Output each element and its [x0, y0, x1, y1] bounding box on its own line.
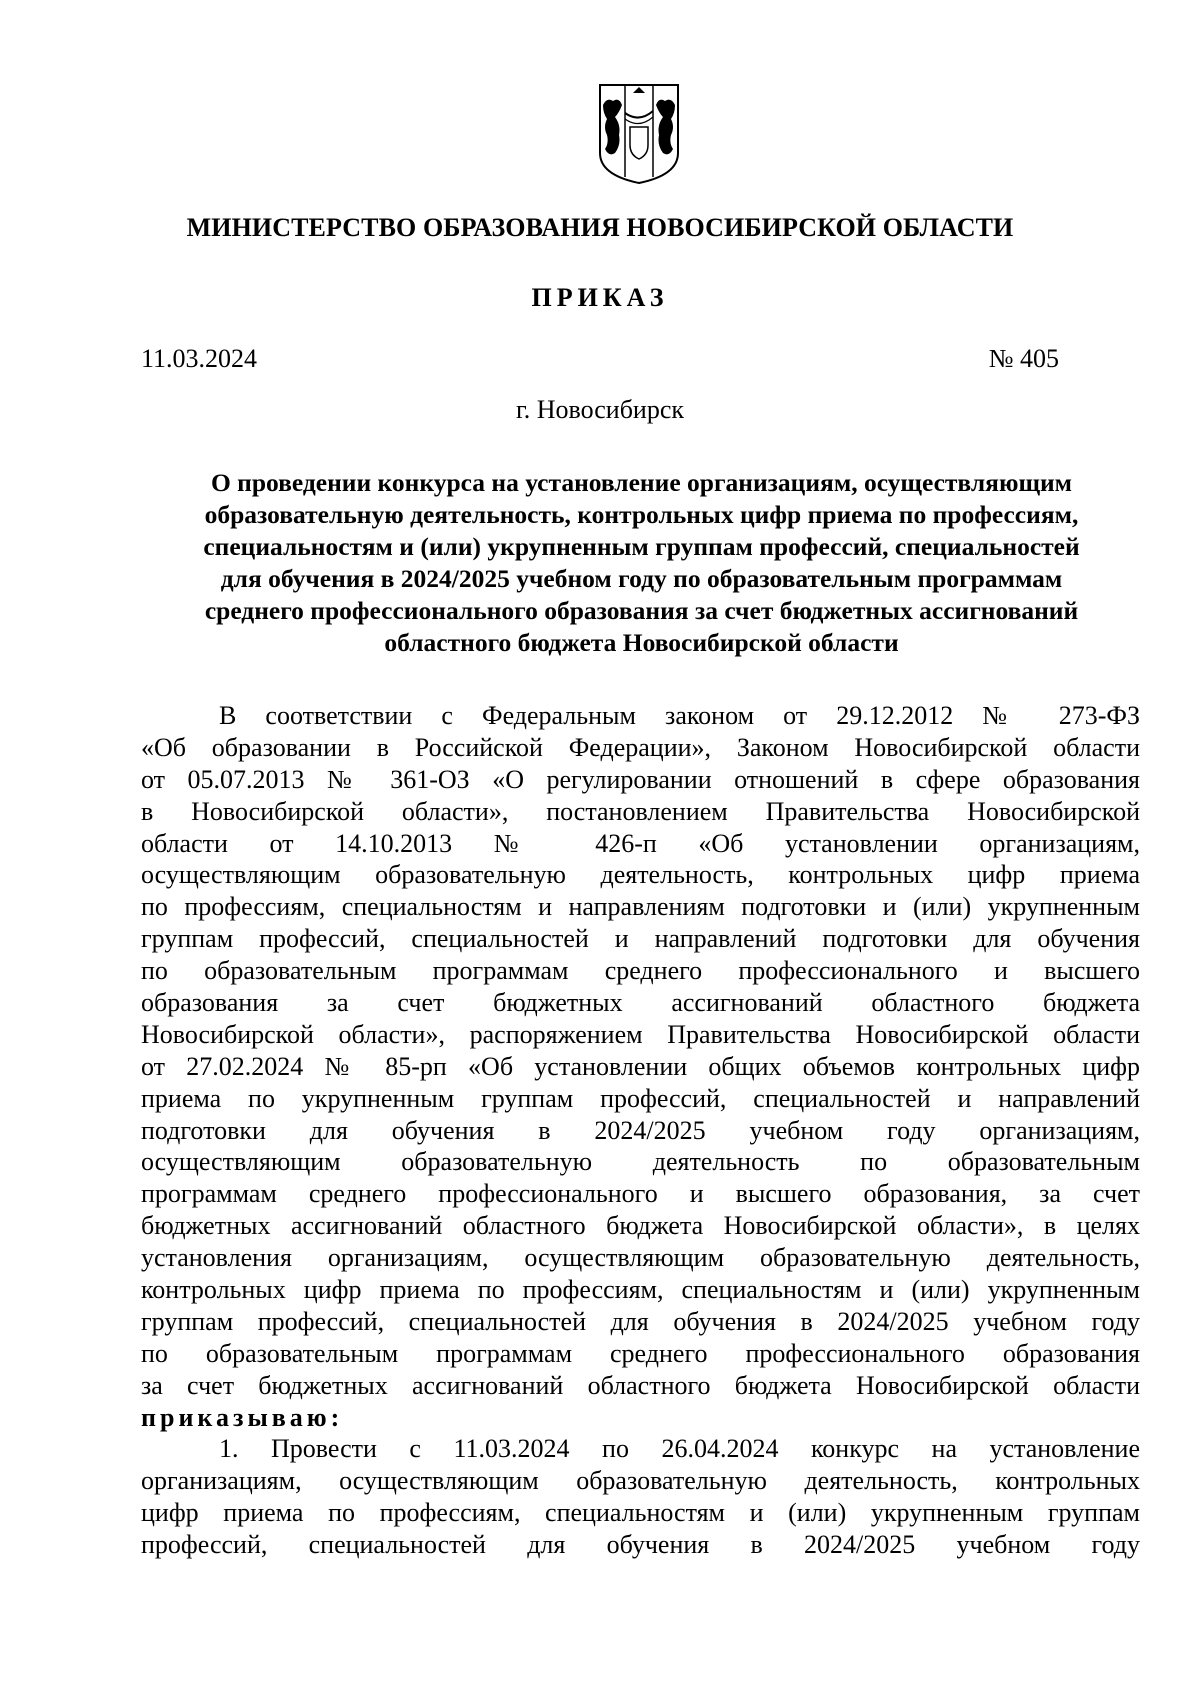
- orders-word: приказываю:: [141, 1402, 344, 1432]
- preamble-line: образования за счет бюджетных ассигнований областного бюджета: [141, 988, 1140, 1018]
- preamble-line: контрольных цифр приема по профессиям, специальностям и (или) укрупненным: [141, 1275, 1140, 1305]
- item-line: 1. Провести с 11.03.2024 по 26.04.2024 конкурс на установление: [219, 1434, 1140, 1464]
- preamble-line: от 05.07.2013 № 361-ОЗ «О регулировании отношений в сфере образования: [141, 764, 1140, 794]
- preamble-line: по образовательным программам среднего профессионального образования: [141, 1338, 1140, 1368]
- issue-city: г. Новосибирск: [515, 395, 685, 424]
- subject-line: специальностям и (или) укрупненным группам профессий, специальностей: [203, 532, 1080, 561]
- preamble-line: в Новосибирской области», постановлением Правительства Новосибирской: [141, 796, 1140, 826]
- preamble-line: В соответствии с Федеральным законом от 29.12.2012 № 273-ФЗ: [219, 701, 1140, 730]
- preamble-line: от 27.02.2024 № 85-рп «Об установлении общих объемов контрольных цифр: [141, 1051, 1140, 1081]
- preamble-line: установления организациям, осуществляющим образовательную деятельность,: [141, 1243, 1140, 1273]
- preamble-line: за счет бюджетных ассигнований областного бюджета Новосибирской области: [141, 1370, 1140, 1400]
- ministry-name: МИНИСТЕРСТВО ОБРАЗОВАНИЯ НОВОСИБИРСКОЙ ОБЛАСТИ: [186, 213, 1014, 242]
- preamble-line: осуществляющим образовательную деятельность по образовательным: [141, 1147, 1140, 1177]
- preamble-line: по профессиям, специальностям и направлениям подготовки и (или) укрупненным: [141, 892, 1140, 922]
- subject-line: областного бюджета Новосибирской области: [384, 628, 899, 657]
- subject-line: О проведении конкурса на установление организациям, осуществляющим: [210, 468, 1073, 497]
- subject-line: среднего профессионального образования за счет бюджетных ассигнований: [204, 596, 1079, 625]
- preamble-line: области от 14.10.2013 № 426-п «Об установлении организациям,: [141, 828, 1140, 858]
- novosibirsk-coat-of-arms-emblem: [597, 83, 681, 185]
- preamble-line: Новосибирской области», распоряжением Правительства Новосибирской области: [141, 1019, 1140, 1049]
- order-date: 11.03.2024: [141, 344, 258, 373]
- preamble-line: группам профессий, специальностей и направлений подготовки для обучения: [141, 924, 1140, 954]
- preamble-line: «Об образовании в Российской Федерации», Законом Новосибирской области: [141, 732, 1140, 762]
- order-body: [141, 700, 1140, 1561]
- order-subject-heading: [141, 467, 1142, 659]
- preamble-line: осуществляющим образовательную деятельность, контрольных цифр приема: [141, 860, 1140, 890]
- preamble-line: программам среднего профессионального и высшего образования, за счет: [141, 1179, 1140, 1209]
- preamble-line: по образовательным программам среднего профессионального и высшего: [141, 956, 1140, 986]
- subject-line: для обучения в 2024/2025 учебном году по образовательным программам: [220, 564, 1063, 593]
- item-line: цифр приема по профессиям, специальностям и (или) укрупненным группам: [141, 1498, 1140, 1528]
- order-number: № 405: [988, 344, 1059, 373]
- subject-line: образовательную деятельность, контрольных цифр приема по профессиям,: [204, 500, 1079, 529]
- preamble-line: группам профессий, специальностей для обучения в 2024/2025 учебном году: [141, 1306, 1140, 1336]
- preamble-line: бюджетных ассигнований областного бюджета Новосибирской области», в целях: [141, 1211, 1140, 1241]
- item-line: профессий, специальностей для обучения в 2024/2025 учебном году: [141, 1530, 1140, 1560]
- preamble-line: подготовки для обучения в 2024/2025 учебном году организациям,: [141, 1115, 1140, 1145]
- preamble-line: приема по укрупненным группам профессий, специальностей и направлений: [141, 1083, 1140, 1113]
- document-type-title: ПРИКАЗ: [531, 283, 669, 312]
- item-line: организациям, осуществляющим образовательную деятельность, контрольных: [141, 1466, 1140, 1496]
